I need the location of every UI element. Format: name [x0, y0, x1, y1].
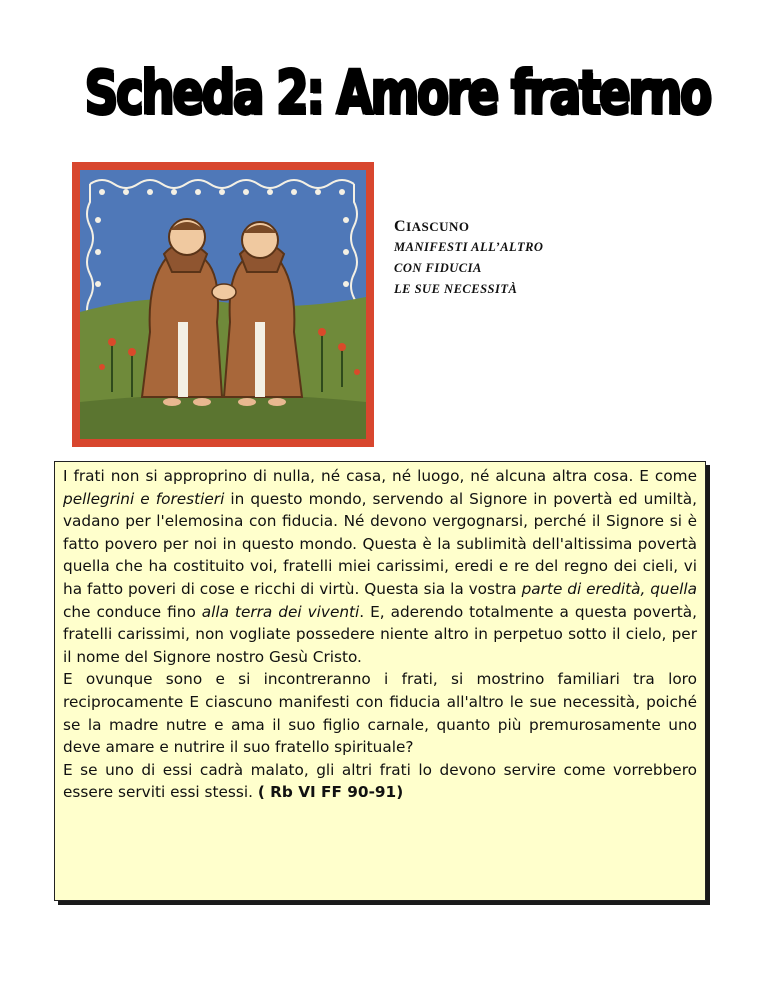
quote-line-2: MANIFESTI ALL’ALTRO [394, 240, 544, 254]
quote-line-1-rest: IASCUNO [406, 219, 470, 234]
text-run: che conduce fino [63, 602, 202, 621]
page-title: Scheda 2: Amore fraterno [84, 58, 710, 128]
quote-line-1 [394, 216, 543, 237]
source-reference: ( Rb VI FF 90-91) [257, 783, 404, 802]
quote-line-4: LE SUE NECESSITÀ [394, 282, 518, 296]
text-run: E se uno di essi cadrà malato, gli altri frati lo devono servire come vorrebbero essere serviti essi stessi. [63, 760, 697, 802]
quote-drop-cap: C [394, 218, 407, 235]
quote-line-3: CON FIDUCIA [394, 261, 482, 275]
rule-paragraph-2: E ovunque sono e si incontreranno i frati, si mostrino familiari tra loro reciprocamente E ciascuno manifesti con fiducia all'altro le sue necessità, poiché se la madre nutre e ama il suo figlio carnale, quanto più premurosamente uno deve amare e nutrire il suo fratello spirituale? [63, 670, 697, 757]
text-run: in questo mondo, servendo al Signore in povertà ed umiltà, vadano per l'elemosina con fiducia. Né devono vergognarsi, perché il Signore si è fatto povero per noi in questo mondo. Questa è la sublimità dell'altissima povertà quella che ha costituito voi, fratelli miei carissimi, eredi e re del regno dei cieli, vi ha fatto poveri di cose e ricchi di virtù. Questa sia la vostra [63, 489, 698, 598]
italic-run: pellegrini e forestieri [63, 489, 225, 508]
rule-text-box [54, 461, 706, 901]
rule-paragraph-3 [63, 759, 697, 804]
italic-run: parte di eredità, quella [521, 579, 697, 598]
quote-block [394, 216, 543, 300]
friars-miniature-image [72, 162, 374, 447]
italic-run: alla terra dei viventi [201, 602, 360, 621]
rule-paragraph-1 [63, 465, 697, 668]
text-run: I frati non si approprino di nulla, né casa, né luogo, né alcuna altra cosa. E come [63, 467, 697, 485]
text-run: . E, aderendo totalmente a questa povertà, fratelli carissimi, non vogliate possedere niente altro in perpetuo sotto il cielo, per il nome del Signore nostro Gesù Cristo. [63, 602, 697, 666]
